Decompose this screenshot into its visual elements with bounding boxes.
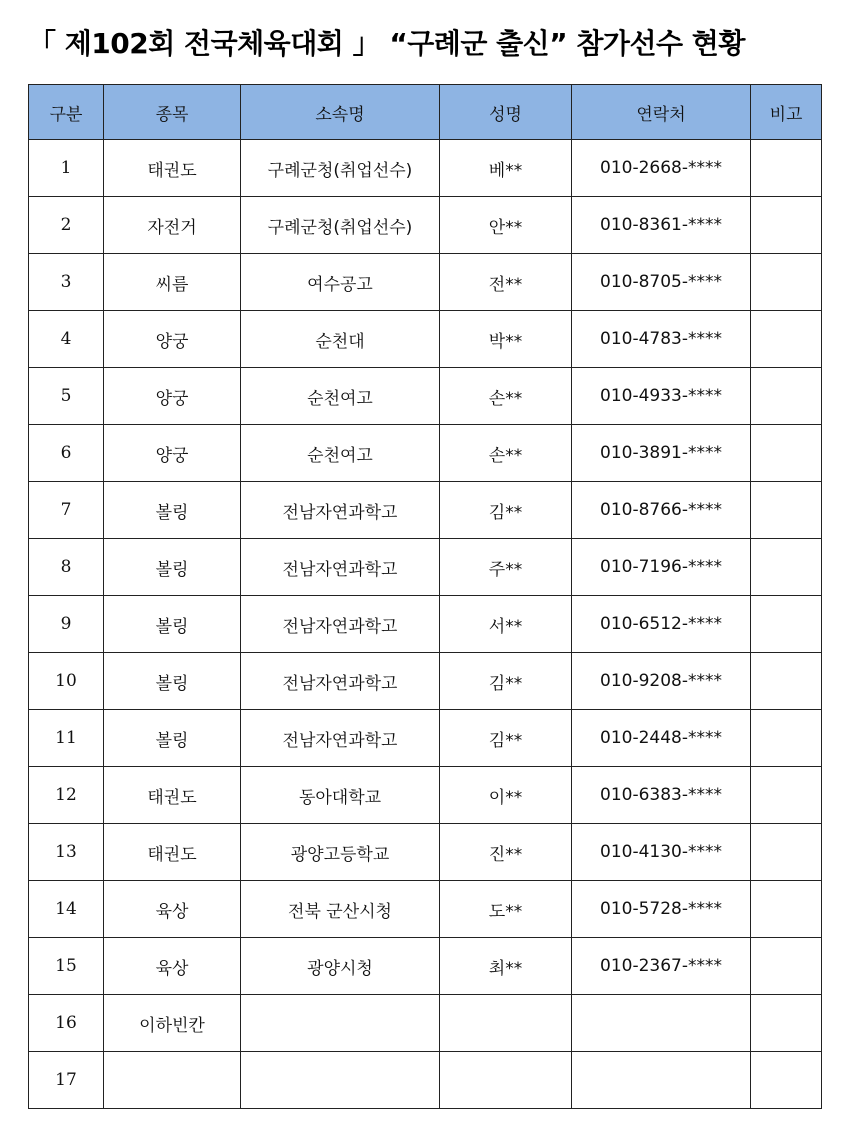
cell-affiliation: 전남자연과학고 <box>241 710 440 767</box>
cell-division: 14 <box>29 881 104 938</box>
cell-contact: 010-8705-**** <box>572 254 751 311</box>
table-row <box>29 254 822 311</box>
cell-division: 16 <box>29 995 104 1052</box>
column-header-division: 구분 <box>29 85 104 140</box>
column-header-contact: 연락처 <box>572 85 751 140</box>
cell-remarks <box>751 995 822 1052</box>
cell-division: 7 <box>29 482 104 539</box>
cell-affiliation: 전남자연과학고 <box>241 482 440 539</box>
cell-division: 9 <box>29 596 104 653</box>
cell-contact <box>572 995 751 1052</box>
table-row <box>29 140 822 197</box>
table-row <box>29 368 822 425</box>
cell-name: 서** <box>440 596 572 653</box>
cell-remarks <box>751 254 822 311</box>
cell-contact: 010-8361-**** <box>572 197 751 254</box>
cell-affiliation: 전남자연과학고 <box>241 539 440 596</box>
cell-remarks <box>751 824 822 881</box>
cell-affiliation: 전북 군산시청 <box>241 881 440 938</box>
column-header-event: 종목 <box>104 85 241 140</box>
cell-division: 2 <box>29 197 104 254</box>
cell-remarks <box>751 767 822 824</box>
table-row <box>29 539 822 596</box>
table-row <box>29 767 822 824</box>
cell-event: 태권도 <box>104 140 241 197</box>
column-header-name: 성명 <box>440 85 572 140</box>
document-title: 「 제102회 전국체육대회 」 “구례군 출신” 참가선수 현황 <box>28 27 745 60</box>
cell-affiliation: 광양고등학교 <box>241 824 440 881</box>
cell-contact: 010-6383-**** <box>572 767 751 824</box>
cell-event: 태권도 <box>104 767 241 824</box>
table-row <box>29 1052 822 1109</box>
cell-remarks <box>751 425 822 482</box>
cell-affiliation: 구례군청(취업선수) <box>241 197 440 254</box>
cell-division: 13 <box>29 824 104 881</box>
cell-contact: 010-2367-**** <box>572 938 751 995</box>
table-row <box>29 425 822 482</box>
cell-remarks <box>751 1052 822 1109</box>
cell-remarks <box>751 596 822 653</box>
cell-event: 양궁 <box>104 425 241 482</box>
cell-contact: 010-3891-**** <box>572 425 751 482</box>
cell-event: 이하빈칸 <box>104 995 241 1052</box>
cell-contact: 010-8766-**** <box>572 482 751 539</box>
cell-affiliation <box>241 1052 440 1109</box>
cell-name: 김** <box>440 482 572 539</box>
cell-event: 볼링 <box>104 539 241 596</box>
table-row <box>29 938 822 995</box>
column-header-remarks: 비고 <box>751 85 822 140</box>
cell-name: 최** <box>440 938 572 995</box>
cell-affiliation: 순천여고 <box>241 368 440 425</box>
cell-affiliation: 순천대 <box>241 311 440 368</box>
cell-contact: 010-5728-**** <box>572 881 751 938</box>
cell-affiliation: 구례군청(취업선수) <box>241 140 440 197</box>
cell-affiliation <box>241 995 440 1052</box>
table-row <box>29 824 822 881</box>
cell-contact: 010-9208-**** <box>572 653 751 710</box>
table-body <box>29 140 822 1109</box>
cell-name: 손** <box>440 425 572 482</box>
cell-name: 진** <box>440 824 572 881</box>
cell-event: 육상 <box>104 938 241 995</box>
column-header-affiliation: 소속명 <box>241 85 440 140</box>
table-row <box>29 653 822 710</box>
cell-division: 12 <box>29 767 104 824</box>
cell-name: 안** <box>440 197 572 254</box>
cell-event: 볼링 <box>104 596 241 653</box>
cell-contact: 010-2668-**** <box>572 140 751 197</box>
cell-affiliation: 광양시청 <box>241 938 440 995</box>
cell-contact: 010-6512-**** <box>572 596 751 653</box>
cell-remarks <box>751 311 822 368</box>
cell-name: 김** <box>440 710 572 767</box>
cell-affiliation: 전남자연과학고 <box>241 596 440 653</box>
cell-remarks <box>751 482 822 539</box>
cell-contact: 010-2448-**** <box>572 710 751 767</box>
cell-division: 5 <box>29 368 104 425</box>
cell-event: 육상 <box>104 881 241 938</box>
cell-affiliation: 여수공고 <box>241 254 440 311</box>
cell-name: 이** <box>440 767 572 824</box>
cell-contact <box>572 1052 751 1109</box>
cell-name: 손** <box>440 368 572 425</box>
cell-contact: 010-7196-**** <box>572 539 751 596</box>
cell-remarks <box>751 197 822 254</box>
cell-event: 씨름 <box>104 254 241 311</box>
cell-remarks <box>751 653 822 710</box>
athlete-roster-table <box>28 84 822 1109</box>
table-row <box>29 482 822 539</box>
cell-division: 15 <box>29 938 104 995</box>
table-header-row <box>29 85 822 140</box>
cell-division: 1 <box>29 140 104 197</box>
cell-contact: 010-4783-**** <box>572 311 751 368</box>
cell-remarks <box>751 710 822 767</box>
cell-division: 6 <box>29 425 104 482</box>
cell-remarks <box>751 368 822 425</box>
cell-event: 자전거 <box>104 197 241 254</box>
cell-contact: 010-4130-**** <box>572 824 751 881</box>
cell-name: 베** <box>440 140 572 197</box>
cell-event: 볼링 <box>104 653 241 710</box>
cell-remarks <box>751 881 822 938</box>
cell-name: 박** <box>440 311 572 368</box>
cell-affiliation: 순천여고 <box>241 425 440 482</box>
cell-contact: 010-4933-**** <box>572 368 751 425</box>
cell-division: 11 <box>29 710 104 767</box>
cell-event <box>104 1052 241 1109</box>
table-row <box>29 710 822 767</box>
cell-name: 주** <box>440 539 572 596</box>
cell-remarks <box>751 140 822 197</box>
table-row <box>29 197 822 254</box>
cell-event: 양궁 <box>104 368 241 425</box>
cell-name: 도** <box>440 881 572 938</box>
cell-event: 볼링 <box>104 710 241 767</box>
cell-division: 17 <box>29 1052 104 1109</box>
cell-affiliation: 동아대학교 <box>241 767 440 824</box>
cell-name <box>440 1052 572 1109</box>
cell-event: 양궁 <box>104 311 241 368</box>
cell-division: 10 <box>29 653 104 710</box>
cell-division: 3 <box>29 254 104 311</box>
table-row <box>29 881 822 938</box>
cell-event: 볼링 <box>104 482 241 539</box>
cell-affiliation: 전남자연과학고 <box>241 653 440 710</box>
cell-name <box>440 995 572 1052</box>
cell-name: 김** <box>440 653 572 710</box>
cell-name: 전** <box>440 254 572 311</box>
cell-remarks <box>751 938 822 995</box>
cell-division: 8 <box>29 539 104 596</box>
cell-division: 4 <box>29 311 104 368</box>
table-row <box>29 596 822 653</box>
cell-remarks <box>751 539 822 596</box>
table-row <box>29 995 822 1052</box>
cell-event: 태권도 <box>104 824 241 881</box>
table-row <box>29 311 822 368</box>
